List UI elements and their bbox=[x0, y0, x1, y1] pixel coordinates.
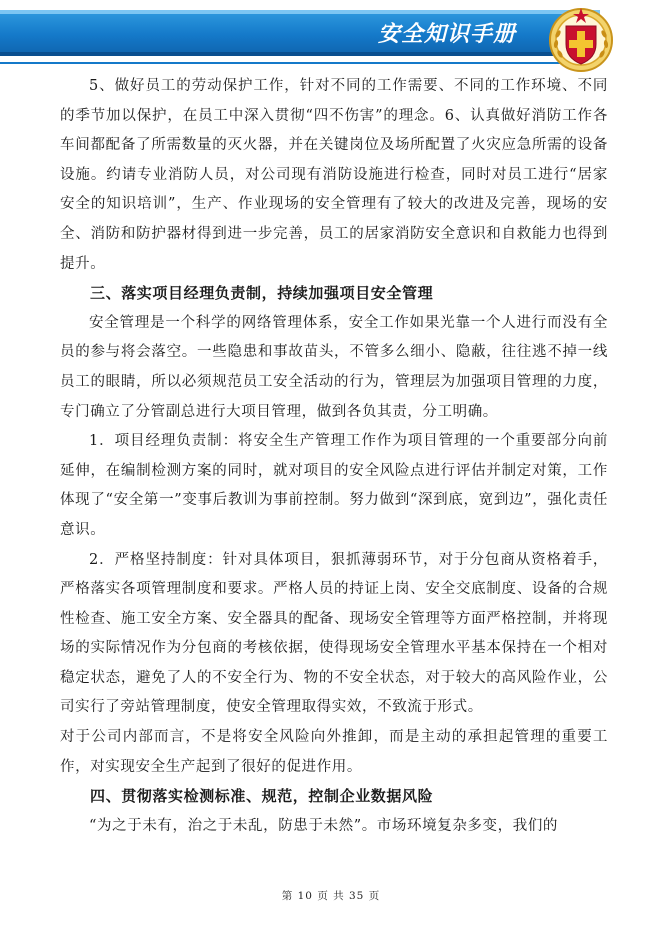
section-heading-4: 四、贯彻落实检测标准、规范，控制企业数据风险 bbox=[90, 787, 434, 806]
paragraph-strict-system: 2．严格坚持制度：针对具体项目，狠抓薄弱环节，对于分包商从资格着手，严格落实各项管理制度和要求。严格人员的持证上岗、安全交底制度、设备的合规性检查、施工安全方案、安全器具的配备、现场安全管理等方面严格控制，并将现场的实际情况作为分包商的考核依据，使得现场安全管理水平基本保持在一个相对稳定状态，避免了人的不安全行为、物的不安全状态，对于较大的高风险作业，公司实行了旁站管理制度，使安全管理取得实效，不致流于形式。 bbox=[60, 551, 608, 716]
paragraph-project-manager: 1．项目经理负责制：将安全生产管理工作作为项目管理的一个重要部分向前延伸，在编制检测方案的同时，就对项目的安全风险点进行评估并制定对策，工作体现了“安全第一”变事后教训为事前控制。努力做到“深到底，宽到边”，强化责任意识。 bbox=[60, 433, 608, 538]
paragraph-internal: 对于公司内部而言，不是将安全风险向外推卸，而是主动的承担起管理的重要工作，对实现安全生产起到了很好的促进作用。 bbox=[60, 729, 608, 775]
paragraph-labor-protection: 5、做好员工的劳动保护工作，针对不同的工作需要、不同的工作环境、不同的季节加以保护，在员工中深入贯彻“四不伤害”的理念。6、认真做好消防工作各车间都配备了所需数量的灭火器，并在关键岗位及场所配置了火灾应急所需的设备设施。约请专业消防人员，对公司现有消防设施进行检查，同时对员工进行“居家安全的知识培训”，生产、作业现场的安全管理有了较大的改进及完善，现场的安全、消防和防护器材得到进一步完善，员工的居家消防安全意识和自救能力也得到提升。 bbox=[60, 78, 608, 272]
section-heading-3: 三、落实项目经理负责制，持续加强项目安全管理 bbox=[90, 284, 434, 303]
red-cross-emblem-icon bbox=[546, 4, 616, 76]
page-number: 第 10 页 共 35 页 bbox=[281, 890, 381, 902]
handbook-title: 安全知识手册 bbox=[377, 22, 516, 47]
paragraph-safety-management: 安全管理是一个科学的网络管理体系，安全工作如果光靠一个人进行而没有全员的参与将会落空。一些隐患和事故苗头，不管多么细小、隐蔽，往往逃不掉一线员工的眼睛，所以必须规范员工安全活动的行为，管理层为加强项目管理的力度，专门确立了分管副总进行大项目管理，做到各负其责，分工明确。 bbox=[60, 314, 608, 420]
header-rule bbox=[0, 62, 600, 64]
paragraph-prevention: “为之于未有，治之于未乱，防患于未然”。市场环境复杂多变，我们的 bbox=[89, 817, 559, 834]
document-body bbox=[60, 72, 608, 841]
page-header bbox=[0, 0, 662, 80]
